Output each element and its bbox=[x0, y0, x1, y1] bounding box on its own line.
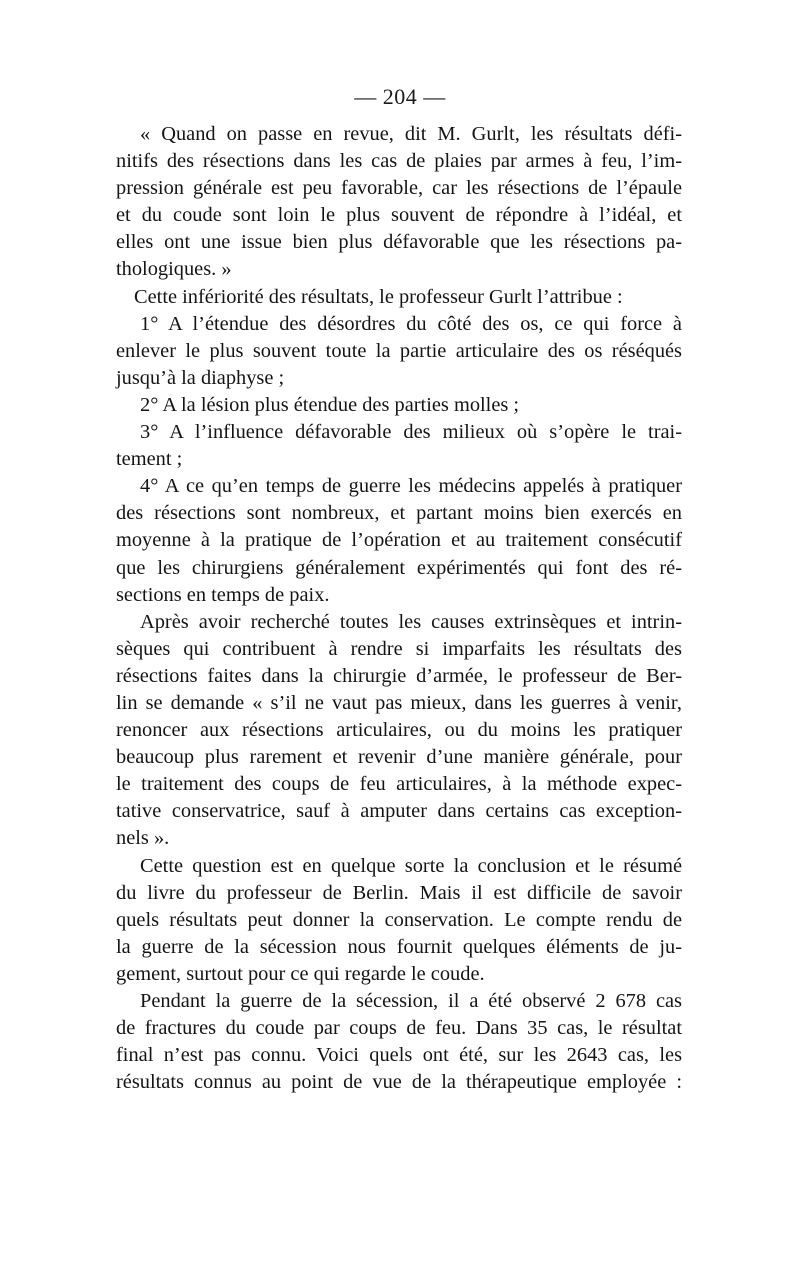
text-line: du livre du professeur de Berlin. Mais il est difficile de savoir bbox=[116, 881, 682, 904]
text-line: sections en temps de paix. bbox=[116, 583, 330, 606]
page-number: — 204 — bbox=[354, 84, 446, 109]
text-line: le traitement des coups de feu articulaires, à la méthode expec- bbox=[116, 773, 682, 796]
text-line: 4° A ce qu’en temps de guerre les médecins appelés à pratiquer bbox=[140, 475, 682, 498]
text-line: gement, surtout pour ce qui regarde le coude. bbox=[116, 962, 485, 985]
text-line: et du coude sont loin le plus souvent de répondre à l’idéal, et bbox=[116, 204, 682, 227]
text-line: moyenne à la pratique de l’opération et au traitement consécutif bbox=[116, 529, 682, 552]
text-line: Après avoir recherché toutes les causes extrinsèques et intrin- bbox=[140, 610, 682, 633]
text-line: thologiques. » bbox=[116, 258, 232, 281]
text-line: Cette question est en quelque sorte la conclusion et le résumé bbox=[140, 854, 682, 877]
text-line: la guerre de la sécession nous fournit quelques éléments de ju- bbox=[116, 935, 682, 958]
text-line: « Quand on passe en revue, dit M. Gurlt, les résultats défi- bbox=[140, 123, 682, 145]
text-line: renoncer aux résections articulaires, ou du moins les pratiquer bbox=[116, 719, 682, 742]
text-line: des résections sont nombreux, et partant moins bien exercés en bbox=[116, 502, 682, 525]
text-line: 2° A la lésion plus étendue des parties molles ; bbox=[140, 393, 520, 416]
text-line: enlever le plus souvent toute la partie articulaire des os réséqués bbox=[116, 339, 682, 362]
text-line: Cette infériorité des résultats, le professeur Gurlt l’attribue : bbox=[134, 285, 623, 308]
text-line: sèques qui contribuent à rendre si imparfaits les résultats des bbox=[116, 637, 682, 660]
text-line: pression générale est peu favorable, car les résections de l’épaule bbox=[116, 177, 682, 200]
text-line: jusqu’à la diaphyse ; bbox=[116, 366, 285, 389]
text-line: final n’est pas connu. Voici quels ont été, sur les 2643 cas, les bbox=[116, 1044, 682, 1067]
body-text bbox=[116, 121, 682, 1096]
text-line: elles ont une issue bien plus défavorable que les résections pa- bbox=[116, 231, 682, 254]
text-line: nitifs des résections dans les cas de plaies par armes à feu, l’im- bbox=[116, 150, 682, 173]
text-line: 3° A l’influence défavorable des milieux où s’opère le trai- bbox=[140, 421, 682, 444]
text-line: tement ; bbox=[116, 448, 183, 471]
text-line: 1° A l’étendue des désordres du côté des os, ce qui force à bbox=[140, 312, 682, 335]
text-line: lin se demande « s’il ne vaut pas mieux, dans les guerres à venir, bbox=[116, 691, 682, 714]
text-line: résections faites dans la chirurgie d’armée, le professeur de Ber- bbox=[116, 664, 682, 687]
text-line: que les chirurgiens généralement expérimentés qui font des ré- bbox=[116, 556, 682, 579]
text-line: de fractures du coude par coups de feu. Dans 35 cas, le résultat bbox=[116, 1017, 682, 1040]
text-line: nels ». bbox=[116, 827, 170, 850]
text-line: résultats connus au point de vue de la thérapeutique employée : bbox=[116, 1071, 682, 1094]
text-line: quels résultats peut donner la conservation. Le compte rendu de bbox=[116, 908, 682, 931]
text-line: tative conservatrice, sauf à amputer dans certains cas exception- bbox=[116, 800, 682, 823]
text-line: Pendant la guerre de la sécession, il a été observé 2 678 cas bbox=[140, 990, 682, 1012]
text-line: beaucoup plus rarement et revenir d’une manière générale, pour bbox=[116, 746, 682, 769]
